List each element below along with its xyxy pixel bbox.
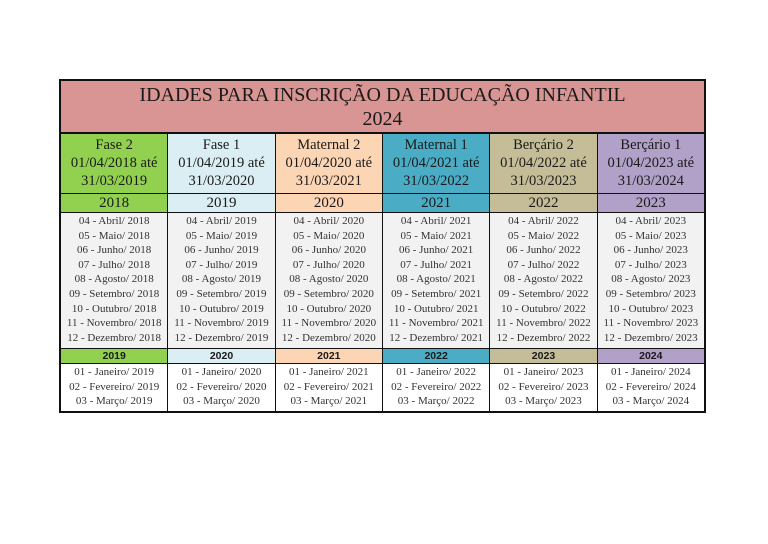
- month-item: 10 - Outubro/ 2021: [393, 302, 479, 315]
- month-item: 11 - Novembro/ 2019: [174, 317, 269, 330]
- class-name: Berçário 1: [620, 137, 682, 153]
- class-column: [490, 134, 597, 411]
- month-item: 08 - Agosto/ 2023: [611, 273, 691, 286]
- month-list-primary: [598, 213, 704, 349]
- class-header: [61, 134, 167, 194]
- month-item: 02 - Fevereiro/ 2020: [176, 380, 267, 393]
- month-list-secondary: [276, 364, 382, 411]
- class-header: [168, 134, 274, 194]
- month-item: 12 - Dezembro/ 2019: [174, 331, 269, 344]
- month-item: 02 - Fevereiro/ 2023: [498, 380, 589, 393]
- month-item: 04 - Abril/ 2018: [78, 215, 150, 227]
- month-list-primary: [383, 213, 489, 349]
- month-item: 05 - Maio/ 2022: [507, 229, 580, 242]
- month-item: 03 - Março/ 2021: [290, 395, 368, 408]
- birth-range: 31/03/2019: [81, 173, 148, 189]
- month-item: 09 - Setembro/ 2019: [176, 287, 267, 300]
- class-name: Fase 1: [202, 137, 241, 153]
- birth-range: 01/04/2022 até: [500, 155, 587, 171]
- birth-year-primary: 2019: [168, 194, 274, 213]
- month-item: 06 - Junho/ 2020: [291, 244, 366, 257]
- month-list-primary: [276, 213, 382, 349]
- month-item: 11 - Novembro/ 2022: [496, 317, 591, 330]
- month-item: 01 - Janeiro/ 2020: [181, 366, 262, 378]
- month-item: 07 - Julho/ 2018: [78, 258, 151, 271]
- month-item: 07 - Julho/ 2023: [614, 258, 687, 271]
- class-header: [276, 134, 382, 194]
- class-column: [168, 134, 275, 411]
- class-column: [598, 134, 704, 411]
- month-item: 08 - Agosto/ 2022: [503, 273, 584, 286]
- month-item: 04 - Abril/ 2021: [400, 215, 472, 227]
- class-header: [598, 134, 704, 194]
- month-item: 11 - Novembro/ 2023: [603, 317, 699, 330]
- month-item: 11 - Novembro/ 2020: [281, 317, 377, 330]
- birth-range: 31/03/2024: [617, 173, 684, 189]
- class-column: [61, 134, 168, 411]
- month-item: 07 - Julho/ 2020: [292, 258, 365, 271]
- month-item: 10 - Outubro/ 2020: [286, 302, 372, 315]
- month-item: 01 - Janeiro/ 2023: [503, 366, 584, 378]
- month-item: 12 - Dezembro/ 2023: [603, 331, 698, 344]
- month-item: 08 - Agosto/ 2018: [74, 273, 154, 286]
- month-item: 11 - Novembro/ 2021: [388, 317, 484, 330]
- birth-year-secondary: 2024: [598, 349, 704, 364]
- month-item: 11 - Novembro/ 2018: [66, 317, 162, 330]
- month-list-secondary: [598, 364, 704, 411]
- table-title: [61, 81, 704, 134]
- month-item: 07 - Julho/ 2022: [507, 258, 580, 271]
- month-item: 08 - Agosto/ 2019: [181, 273, 262, 286]
- month-item: 03 - Março/ 2020: [183, 395, 260, 408]
- month-list-secondary: [61, 364, 167, 411]
- birth-year-secondary: 2021: [276, 349, 382, 364]
- month-item: 07 - Julho/ 2019: [185, 258, 258, 271]
- month-item: 03 - Março/ 2023: [505, 395, 582, 408]
- month-item: 05 - Maio/ 2021: [400, 229, 472, 242]
- month-list-secondary: [490, 364, 596, 411]
- month-item: 01 - Janeiro/ 2024: [610, 366, 691, 378]
- title-line-2: 2024: [362, 108, 403, 130]
- month-item: 09 - Setembro/ 2018: [69, 287, 160, 300]
- birth-range: 01/04/2020 até: [285, 155, 373, 171]
- month-item: 09 - Setembro/ 2020: [283, 287, 374, 300]
- month-list-primary: [168, 213, 274, 349]
- birth-range: 31/03/2021: [295, 173, 362, 189]
- month-list-primary: [61, 213, 167, 349]
- month-item: 05 - Maio/ 2019: [185, 229, 258, 242]
- month-list-primary: [490, 213, 596, 349]
- month-item: 10 - Outubro/ 2019: [179, 302, 264, 315]
- birth-year-primary: 2018: [61, 194, 167, 213]
- month-item: 08 - Agosto/ 2021: [396, 273, 476, 286]
- month-item: 06 - Junho/ 2023: [613, 244, 688, 257]
- month-item: 12 - Dezembro/ 2021: [389, 331, 484, 344]
- month-item: 02 - Fevereiro/ 2022: [391, 380, 482, 393]
- class-column: [276, 134, 383, 411]
- birth-year-primary: 2023: [598, 194, 704, 213]
- birth-range: 01/04/2018 até: [70, 155, 158, 171]
- month-item: 01 - Janeiro/ 2019: [74, 366, 155, 378]
- birth-year-primary: 2022: [490, 194, 596, 213]
- birth-range: 01/04/2019 até: [178, 155, 265, 171]
- month-list-secondary: [383, 364, 489, 411]
- month-item: 04 - Abril/ 2019: [186, 215, 257, 227]
- month-item: 04 - Abril/ 2020: [293, 215, 365, 227]
- month-item: 06 - Junho/ 2021: [399, 244, 474, 257]
- month-item: 05 - Maio/ 2018: [78, 229, 150, 242]
- month-item: 08 - Agosto/ 2020: [289, 273, 369, 286]
- month-item: 09 - Setembro/ 2022: [498, 287, 589, 300]
- class-name: Maternal 2: [297, 137, 361, 153]
- month-item: 12 - Dezembro/ 2022: [496, 331, 591, 344]
- class-header: [383, 134, 489, 194]
- month-item: 07 - Julho/ 2021: [400, 258, 473, 271]
- birth-range: 01/04/2021 até: [392, 155, 480, 171]
- month-item: 03 - Março/ 2024: [612, 395, 690, 408]
- birth-range: 31/03/2022: [403, 173, 470, 189]
- month-item: 05 - Maio/ 2023: [615, 229, 687, 242]
- birth-range: 31/03/2020: [188, 173, 255, 189]
- birth-range: 01/04/2023 até: [607, 155, 695, 171]
- birth-year-secondary: 2019: [61, 349, 167, 364]
- birth-year-primary: 2021: [383, 194, 489, 213]
- month-item: 03 - Março/ 2019: [75, 395, 153, 408]
- month-item: 01 - Janeiro/ 2022: [396, 366, 477, 378]
- class-name: Maternal 1: [404, 137, 468, 153]
- month-item: 10 - Outubro/ 2018: [71, 302, 157, 315]
- month-item: 05 - Maio/ 2020: [293, 229, 365, 242]
- age-table: [59, 79, 706, 413]
- month-item: 09 - Setembro/ 2023: [605, 287, 696, 300]
- month-item: 03 - Março/ 2022: [397, 395, 475, 408]
- month-item: 02 - Fevereiro/ 2021: [283, 380, 374, 393]
- month-item: 10 - Outubro/ 2022: [501, 302, 586, 315]
- month-item: 06 - Junho/ 2022: [506, 244, 581, 257]
- month-item: 02 - Fevereiro/ 2024: [605, 380, 696, 393]
- month-item: 02 - Fevereiro/ 2019: [69, 380, 160, 393]
- birth-range: 31/03/2023: [510, 173, 577, 189]
- birth-year-primary: 2020: [276, 194, 382, 213]
- class-columns: [61, 134, 704, 411]
- month-item: 09 - Setembro/ 2021: [391, 287, 482, 300]
- month-item: 06 - Junho/ 2018: [77, 244, 152, 257]
- class-name: Fase 2: [95, 137, 133, 153]
- class-column: [383, 134, 490, 411]
- month-item: 04 - Abril/ 2022: [508, 215, 579, 227]
- class-name: Berçário 2: [513, 137, 574, 153]
- month-list-secondary: [168, 364, 274, 411]
- birth-year-secondary: 2020: [168, 349, 274, 364]
- title-line-1: IDADES PARA INSCRIÇÃO DA EDUCAÇÃO INFANTIL: [139, 84, 626, 106]
- birth-year-secondary: 2023: [490, 349, 596, 364]
- month-item: 06 - Junho/ 2019: [184, 244, 259, 257]
- month-item: 10 - Outubro/ 2023: [608, 302, 694, 315]
- class-header: [490, 134, 596, 194]
- birth-year-secondary: 2022: [383, 349, 489, 364]
- month-item: 01 - Janeiro/ 2021: [288, 366, 369, 378]
- month-item: 12 - Dezembro/ 2020: [281, 331, 376, 344]
- month-item: 12 - Dezembro/ 2018: [67, 331, 162, 344]
- month-item: 04 - Abril/ 2023: [615, 215, 687, 227]
